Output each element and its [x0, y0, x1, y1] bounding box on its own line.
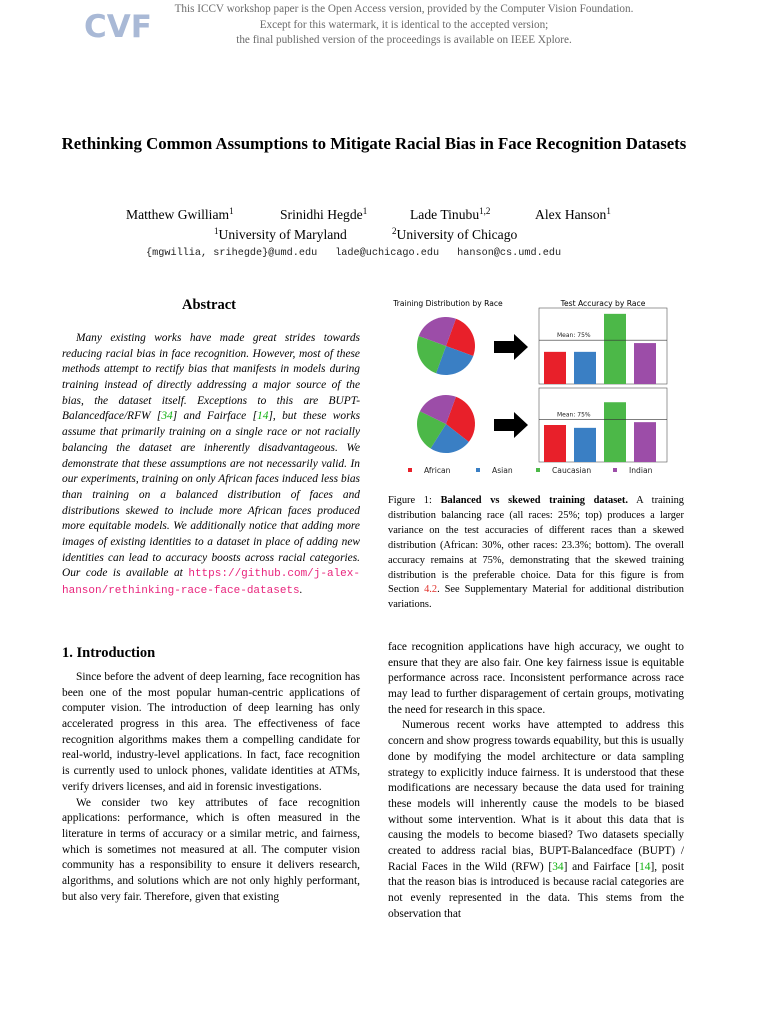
intro-left-column: [62, 670, 360, 905]
intro-right-column: [388, 640, 684, 922]
legend-swatch: [408, 468, 412, 472]
legend-label: Indian: [629, 466, 653, 475]
author-3: Lade Tinubu$^{1,2}$: [410, 206, 491, 222]
bar-african: [544, 425, 566, 462]
citation-14[interactable]: 14: [257, 410, 269, 423]
paper-title: Rethinking Common Assumptions to Mitigate Racial Bias in Face Recognition Datasets: [61, 134, 687, 153]
bar-asian: [574, 428, 596, 462]
svg-text:CVF: CVF: [84, 9, 152, 45]
email-3: hanson@cs.umd.edu: [457, 248, 562, 259]
legend-label: Caucasian: [552, 466, 592, 475]
author-2: Srinidhi Hegde$^1$: [280, 206, 368, 222]
bar-indian: [634, 343, 656, 384]
email-2: lade@uchicago.edu: [335, 248, 440, 259]
intro-heading: 1. Introduction: [62, 645, 156, 661]
bar-chart-skewed: [539, 388, 667, 462]
author-emails: [146, 248, 579, 259]
watermark-line-1: This ICCV workshop paper is the Open Access version, provided by the Computer Vision Foundation.: [174, 3, 634, 15]
watermark-line-3: the final published version of the proceedings is available on IEEE Xplore.: [236, 34, 572, 46]
legend-label: Asian: [492, 466, 513, 475]
paragraph: Since before the advent of deep learning, face recognition has been one of the most popular human-centric applications of computer vision. The introduction of deep learning has only accelerated progress in this area. The effectiveness of face recognition algorithms makes them a compelling candidate for real-world, industry-level applications. In fact, face recognition is currently used to unlock phones, validate identities at ATMs, verify drivers licenses, and aid in forensic investigations.: [62, 671, 360, 793]
arrow-icon: [494, 412, 528, 438]
author-1: Matthew Gwilliam$^1$: [126, 206, 234, 222]
section-ref[interactable]: 4.2: [424, 584, 438, 596]
bar-chart-balanced: [539, 308, 667, 384]
mean-label: Mean: 75%: [557, 332, 591, 340]
paragraph: face recognition applications have high accuracy, we ought to ensure that they are also fair. One key fairness issue is equitable performance across race. Inconsistent performance across race may lead to further disparagement of certain groups, motivating the need for research in this space.: [388, 641, 684, 716]
paragraph: Numerous recent works have attempted to address this concern and show progress towards equability, but this is usually done by modifying the model architecture or data sampling strategy to explicitly induce fairness. It is understood that these modifications are necessary because the data used for training these models will inherently cause the models to be biased without some intervention. What is it about this data that is causing the models to become biased? Two datasets specially created to address racial bias, BUPT-Balancedface (BUPT) / Racial Faces in the Wild (RFW) [34] and Fairface [14], posit that the reason bias is introduced is because racial categories are not evenly represented in the data. This stems from the observation that: [388, 719, 685, 920]
arrow-icon: [494, 334, 528, 360]
pie-chart-skewed: [417, 395, 475, 453]
code-link[interactable]: https://github.com/j-alex-hanson/rethinking-race-face-datasets: [62, 568, 360, 597]
watermark-line-2: Except for this watermark, it is identical to the accepted version;: [259, 18, 549, 31]
bar-chart-title: Test Accuracy by Race: [560, 299, 646, 308]
citation-34[interactable]: 34: [161, 410, 173, 423]
author-4: Alex Hanson$^1$: [535, 206, 611, 222]
bar-asian: [574, 352, 596, 384]
legend-swatch: [613, 468, 617, 472]
legend-label: African: [424, 466, 451, 475]
figure-1: [386, 296, 686, 482]
paragraph: We consider two key attributes of face recognition applications: performance, which is often measured in the literature in terms of accuracy or a similar metric, and fairness, which is sometimes not measured at all. The computer vision community has a responsibility to ensure it delivers research, algorithms, and solutions which are not only highly performant, but also very fair. Therefore, given that existing: [62, 796, 360, 903]
pie-chart-title: Training Distribution by Race: [393, 299, 503, 308]
pie-chart-balanced: [417, 317, 475, 375]
bar-african: [544, 352, 566, 384]
watermark: [140, 2, 668, 49]
bar-indian: [634, 422, 656, 462]
figure-legend: [408, 466, 653, 475]
cvf-logo: [84, 6, 152, 45]
citation-34[interactable]: 34: [552, 860, 564, 873]
legend-swatch: [476, 468, 480, 472]
figure-caption: Figure 1: Balanced vs skewed training dataset. A training distribution balancing race (all races: 25%; top) produces a larger variance on the test accuracies of different races than a skewed distribution (African: 30%, other races: 23.3%; bottom). The overall accuracy remains at 75%, demonstrating that the skewed training distribution is the preferable choice. Data for this figure is from Section 4.2. See Supplementary Material for additional distribution variations.: [388, 495, 685, 611]
abstract-text: Many existing works have made great strides towards reducing racial bias in face recognition. However, most of these methods attempt to rectify bias that manifests in models during training instead of directly addressing a major source of the bias, the dataset itself. Exceptions to this are BUPT-Balancedface/RFW [34] and Fairface [14], but these works assume that primarily training on a single race or not racially balancing the dataset are inherently disadvantageous. We demonstrate that these assumptions are not necessarily valid. In our experiments, training on only African faces induced less bias than training on a balanced distribution of faces and distributions skewed to include more African faces produced more equitable models. We additionally notice that adding more images of existing identities to a dataset in place of adding new identities can lead to accuracy boosts across racial categories. Our code is available at https://github.com/j-alex-hanson/rethinking-race-face-datasets.: [62, 332, 361, 597]
abstract-heading: Abstract: [182, 297, 236, 313]
email-1: {mgwillia, srihegde}@umd.edu: [146, 248, 318, 259]
citation-14[interactable]: 14: [639, 860, 651, 873]
mean-label: Mean: 75%: [557, 411, 591, 419]
affiliation-1: $^1$University of Maryland: [214, 226, 347, 242]
bar-caucasian: [604, 402, 626, 462]
legend-swatch: [536, 468, 540, 472]
bar-caucasian: [604, 314, 626, 384]
affiliation-2: $^2$University of Chicago: [392, 226, 518, 242]
